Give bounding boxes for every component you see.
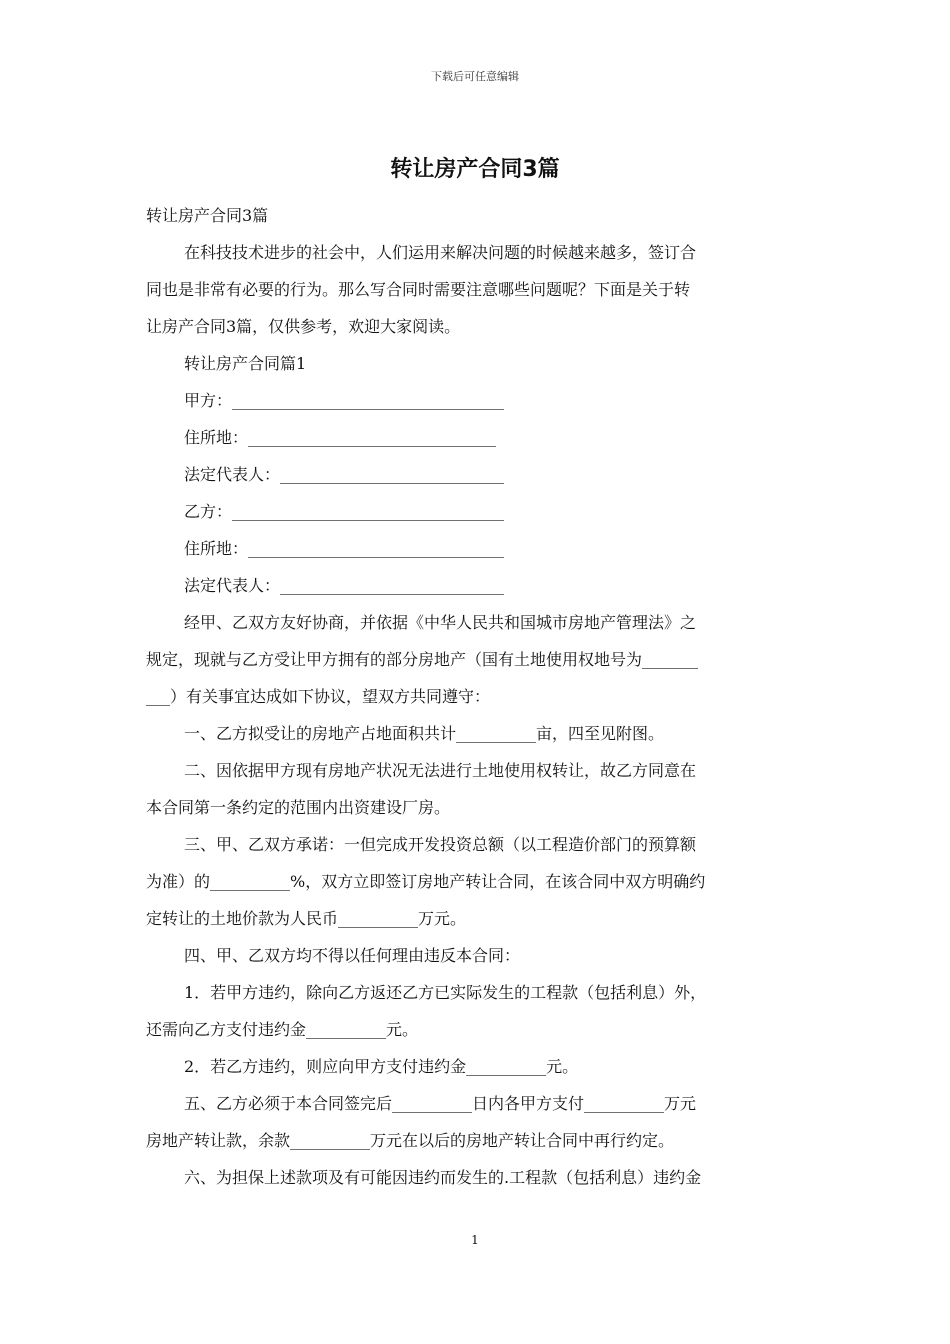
party-b-representative-field: 法定代表人：____________________________	[184, 576, 505, 595]
section-heading: 转让房产合同篇1	[184, 354, 307, 373]
intro-line-2: 同也是非常有必要的行为。那么写合同时需要注意哪些问题呢？下面是关于转	[146, 280, 691, 299]
intro-line-3: 让房产合同3篇，仅供参考，欢迎大家阅读。	[146, 317, 461, 336]
page-number: 1	[471, 1233, 479, 1247]
clause-4-heading: 四、甲、乙双方均不得以任何理由违反本合同：	[184, 946, 521, 965]
clause-1: 一、乙方拟受让的房地产占地面积共计__________亩，四至见附图。	[184, 724, 665, 743]
intro-line-1: 在科技技术进步的社会中，人们运用来解决问题的时候越来越多，签订合	[184, 243, 697, 262]
page-header-note: 下载后可任意编辑	[431, 70, 519, 83]
clause-5-line-1: 五、乙方必须于本合同签完后__________日内各甲方支付__________万元	[184, 1094, 697, 1113]
subtitle-line: 转让房产合同3篇	[146, 206, 269, 225]
party-a-address-field: 住所地：_______________________________	[184, 428, 497, 447]
document-title: 转让房产合同3篇	[390, 157, 560, 182]
preamble-line-2: 规定，现就与乙方受让甲方拥有的部分房地产（国有土地使用权地号为_______	[146, 650, 699, 669]
clause-3-line-1: 三、甲、乙双方承诺：一但完成开发投资总额（以工程造价部门的预算额	[184, 835, 697, 854]
party-b-address-field: 住所地：________________________________	[184, 539, 505, 558]
document-body	[146, 197, 808, 1196]
clause-4-item-1-line-2: 还需向乙方支付违约金__________元。	[146, 1020, 419, 1039]
clause-3-line-3: 定转让的土地价款为人民币__________万元。	[146, 909, 467, 928]
clause-2-line-2: 本合同第一条约定的范围内出资建设厂房。	[146, 798, 451, 817]
party-a-field: 甲方：__________________________________	[184, 391, 505, 410]
preamble-line-1: 经甲、乙双方友好协商，并依据《中华人民共和国城市房地产管理法》之	[184, 613, 697, 632]
clause-4-item-1-line-1: 1．若甲方违约，除向乙方返还乙方已实际发生的工程款（包括利息）外，	[184, 983, 707, 1002]
clause-6-line-1: 六、为担保上述款项及有可能因违约而发生的.工程款（包括利息）违约金	[184, 1168, 702, 1187]
clause-5-line-2: 房地产转让款，余款__________万元在以后的房地产转让合同中再行约定。	[146, 1131, 675, 1150]
clause-2-line-1: 二、因依据甲方现有房地产状况无法进行土地使用权转让，故乙方同意在	[184, 761, 697, 780]
clause-3-line-2: 为准）的__________%，双方立即签订房地产转让合同，在该合同中双方明确约	[146, 872, 706, 891]
party-b-field: 乙方：__________________________________	[184, 502, 505, 521]
party-a-representative-field: 法定代表人：____________________________	[184, 465, 505, 484]
clause-4-item-2: 2．若乙方违约，则应向甲方支付违约金__________元。	[184, 1057, 579, 1076]
preamble-line-3: ___）有关事宜达成如下协议，望双方共同遵守：	[146, 687, 491, 706]
